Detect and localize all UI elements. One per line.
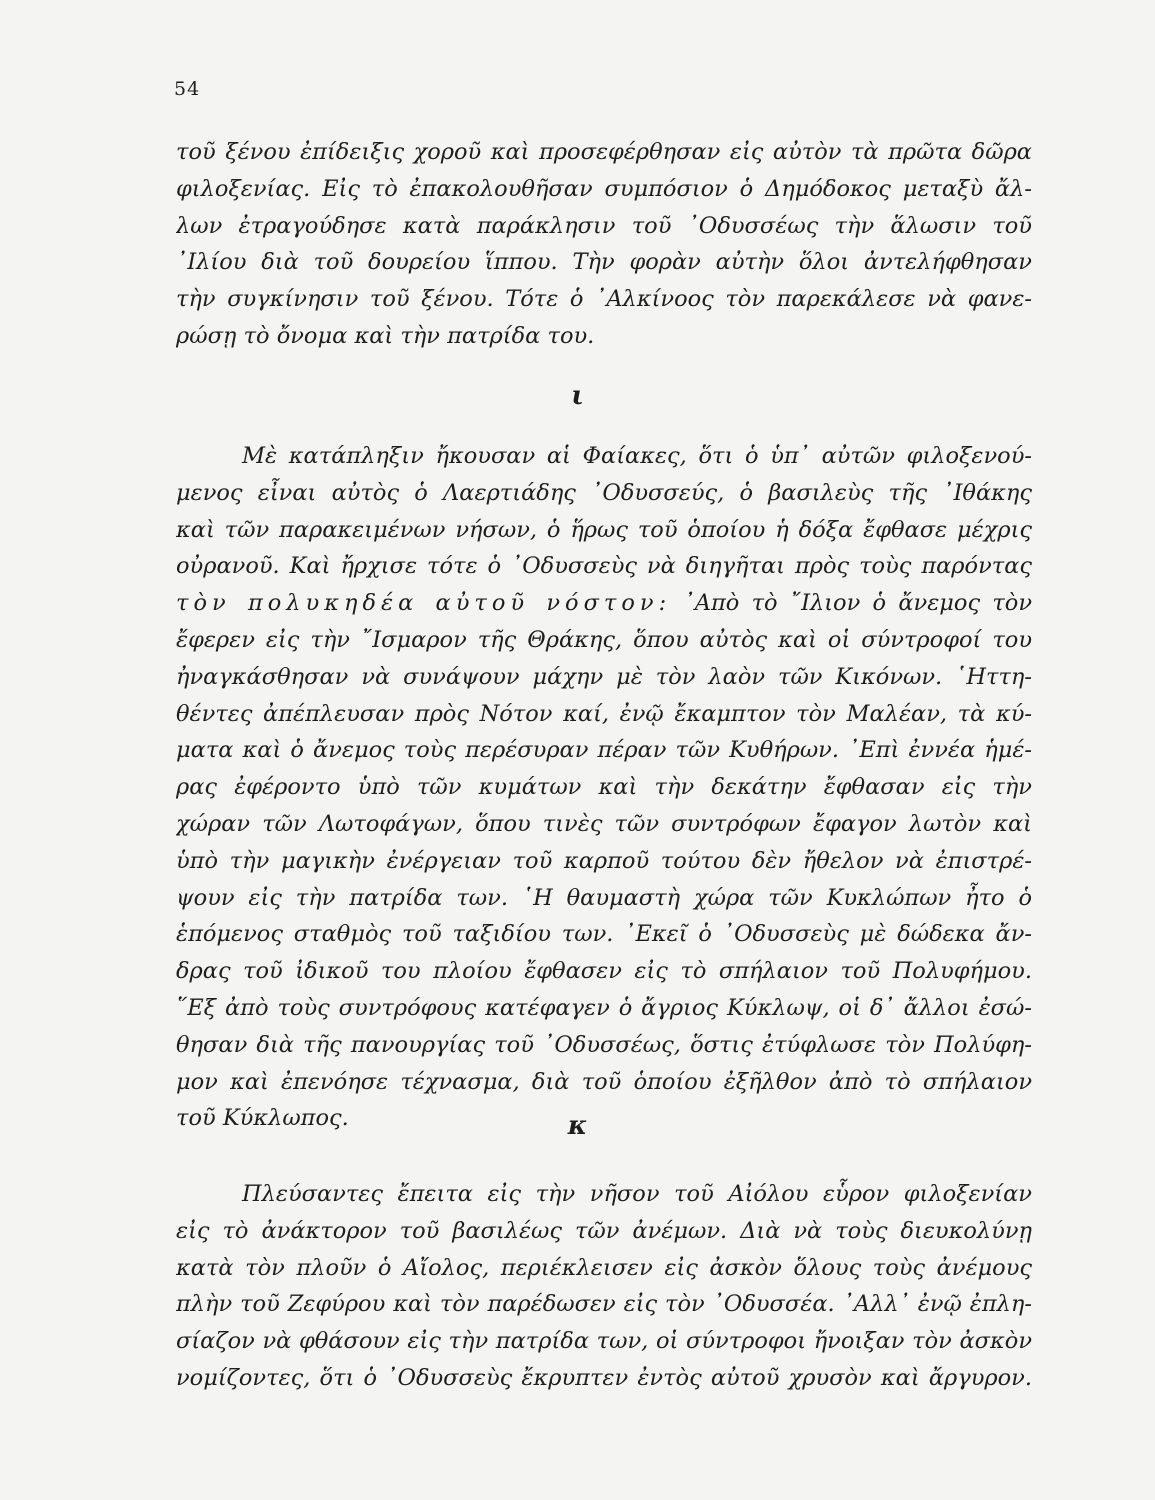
text-line: τὴν συγκίνησιν τοῦ ξένου. Τότε ὁ ᾿Αλκίνοος τὸν παρεκάλεσε νὰ φανε-	[176, 286, 1032, 313]
text-line: μον καὶ ἐπενόησε τέχνασμα, διὰ τοῦ ὁποίου ἐξῆλθον ἀπὸ τὸ σπήλαιον	[176, 1068, 1032, 1095]
text-line: ῞Εξ ἀπὸ τοὺς συντρόφους κατέφαγεν ὁ ἄγριος Κύκλωψ, οἱ δ᾿ ἄλλοι ἐσώ-	[176, 994, 1032, 1021]
text-line: ἔφερεν εἰς τὴν ῎Ισμαρον τῆς Θράκης, ὅπου αὐτὸς καὶ οἱ σύντροφοί του	[176, 626, 1032, 653]
text-line: τοῦ Κύκλωπος.	[176, 1105, 349, 1132]
paragraph-feast	[176, 134, 1032, 355]
paragraph-aeolus	[176, 1176, 1032, 1397]
spaced-phrase: τὸν πολυκηδέα αὐτοῦ νόστον:	[176, 590, 672, 617]
text-line: χώραν τῶν Λωτοφάγων, ὅπου τινὲς τῶν συντρόφων ἔφαγον λωτὸν καὶ	[176, 810, 1032, 837]
text-line: οὐρανοῦ. Καὶ ἤρχισε τότε ὁ ᾿Οδυσσεὺς νὰ διηγῆται πρὸς τοὺς παρόντας	[176, 553, 1032, 580]
text-line: ψουν εἰς τὴν πατρίδα των. ῾Η θαυμαστὴ χώρα τῶν Κυκλώπων ἦτο ὁ	[176, 884, 1032, 911]
section-heading-iota: ι	[571, 381, 584, 411]
text-line: φιλοξενίας. Εἰς τὸ ἐπακολουθῆσαν συμπόσιον ὁ Δημόδοκος μεταξὺ ἄλ-	[176, 175, 1032, 202]
text-line: πλὴν τοῦ Ζεφύρου καὶ τὸν παρέδωσεν εἰς τὸν ᾿Οδυσσέα. ᾿Αλλ᾿ ἐνῷ ἐπλη-	[176, 1291, 1032, 1318]
text-line: καὶ τῶν παρακειμένων νήσων, ὁ ἥρως τοῦ ὁποίου ἡ δόξα ἔφθασε μέχρις	[176, 516, 1032, 543]
spaced-line-rest: ᾿Απὸ τὸ ῎Ιλιον ὁ ἄνεμος τὸν	[683, 590, 1032, 617]
paragraph-odysseus-tale	[176, 438, 1032, 1137]
text-line: ἠναγκάσθησαν νὰ συνάψουν μάχην μὲ τὸν λαὸν τῶν Κικόνων. ῾Ηττη-	[176, 663, 1032, 690]
text-line: ἑπόμενος σταθμὸς τοῦ ταξιδίου των. ᾿Εκεῖ ὁ ᾿Οδυσσεὺς μὲ δώδεκα ἄν-	[176, 921, 1032, 948]
text-line: θησαν διὰ τῆς πανουργίας τοῦ ᾿Οδυσσέως, ὅστις ἐτύφλωσε τὸν Πολύφη-	[176, 1031, 1032, 1058]
text-line: θέντες ἀπέπλευσαν πρὸς Νότον καί, ἐνῷ ἔκαμπτον τὸν Μαλέαν, τὰ κύ-	[176, 700, 1032, 727]
text-line: ὑπὸ τὴν μαγικὴν ἐνέργειαν τοῦ καρποῦ τούτου δὲν ἤθελον νὰ ἐπιστρέ-	[176, 847, 1032, 874]
text-line: ρώσῃ τὸ ὄνομα καὶ τὴν πατρίδα του.	[176, 322, 595, 349]
text-line: Πλεύσαντες ἔπειτα εἰς τὴν νῆσον τοῦ Αἰόλου εὗρον φιλοξενίαν	[242, 1181, 1032, 1207]
text-line: Μὲ κατάπληξιν ἤκουσαν αἱ Φαίακες, ὅτι ὁ ὑπ᾿ αὐτῶν φιλοξενού-	[242, 443, 1032, 469]
text-line: δρας τοῦ ἰδικοῦ του πλοίου ἔφθασεν εἰς τὸ σπήλαιον τοῦ Πολυφήμου.	[176, 958, 1032, 985]
text-line: λων ἐτραγούδησε κατὰ παράκλησιν τοῦ ᾿Οδυσσέως τὴν ἅλωσιν τοῦ	[176, 212, 1032, 239]
section-heading-kappa: κ	[567, 1111, 588, 1141]
text-line: εἰς τὸ ἀνάκτορον τοῦ βασιλέως τῶν ἀνέμων. Διὰ νὰ τοὺς διευκολύνῃ	[176, 1217, 1032, 1244]
text-line: ρας ἐφέροντο ὑπὸ τῶν κυμάτων καὶ τὴν δεκάτην ἔφθασαν εἰς τὴν	[176, 774, 1032, 801]
text-line: μενος εἶναι αὐτὸς ὁ Λαερτιάδης ᾿Οδυσσεύς, ὁ βασιλεὺς τῆς ᾿Ιθάκης	[176, 479, 1032, 506]
text-line: ματα καὶ ὁ ἄνεμος τοὺς περέσυραν πέραν τῶν Κυθήρων. ᾿Επὶ ἐννέα ἡμέ-	[176, 737, 1032, 764]
page-number: 54	[174, 78, 201, 100]
text-line: ᾿Ιλίου διὰ τοῦ δουρείου ἵππου. Τὴν φορὰν αὐτὴν ὅλοι ἀντελήφθησαν	[176, 249, 1032, 276]
text-line: κατὰ τὸν πλοῦν ὁ Αἴολος, περιέκλεισεν εἰς ἀσκὸν ὅλους τοὺς ἀνέμους	[176, 1254, 1032, 1281]
text-line: τοῦ ξένου ἐπίδειξις χοροῦ καὶ προσεφέρθησαν εἰς αὐτὸν τὰ πρῶτα δῶρα	[176, 139, 1032, 165]
text-line: σίαζον νὰ φθάσουν εἰς τὴν πατρίδα των, οἱ σύντροφοι ἤνοιξαν τὸν ἀσκὸν	[176, 1328, 1032, 1355]
text-line-spaced	[176, 585, 1032, 622]
text-line: νομίζοντες, ὅτι ὁ ᾿Οδυσσεὺς ἔκρυπτεν ἐντὸς αὐτοῦ χρυσὸν καὶ ἄργυρον.	[176, 1364, 1032, 1391]
